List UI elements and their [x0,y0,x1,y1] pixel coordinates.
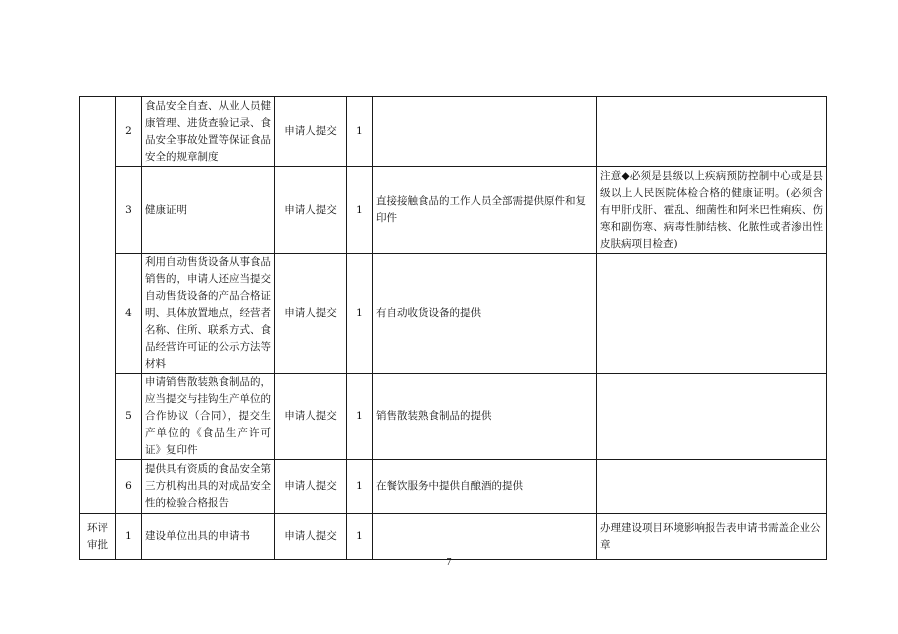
table-row [80,167,827,254]
material-source: 申请人提交 [275,460,347,514]
submission-condition: 有自动收货设备的提供 [373,254,597,374]
materials-table [79,96,827,560]
row-number: 1 [116,514,142,560]
remarks [597,374,827,460]
copies-count: 1 [347,97,373,167]
submission-condition [373,514,597,560]
table-row [80,460,827,514]
material-name: 提供具有资质的食品安全第三方机构出具的对成品安全性的检验合格报告 [142,460,275,514]
material-name: 建设单位出具的申请书 [142,514,275,560]
row-number: 2 [116,97,142,167]
submission-condition: 直接接触食品的工作人员全部需提供原件和复印件 [373,167,597,254]
remarks: 注意◆必须是县级以上疾病预防控制中心或是县级以上人民医院体检合格的健康证明。(必须含有甲肝戊肝、霍乱、细菌性和阿米巴性痢疾、伤寒和副伤寒、病毒性肺结核、化脓性或者渗出性皮肤病项目检查) [597,167,827,254]
category-label: 环评审批 [80,514,116,560]
table-row [80,254,827,374]
row-number: 6 [116,460,142,514]
material-source: 申请人提交 [275,374,347,460]
table-row [80,514,827,560]
row-number: 5 [116,374,142,460]
remarks [597,97,827,167]
copies-count: 1 [347,374,373,460]
submission-condition: 在餐饮服务中提供自酿酒的提供 [373,460,597,514]
category-cell [80,97,116,514]
remarks [597,460,827,514]
remarks [597,254,827,374]
remarks: 办理建设项目环境影响报告表申请书需盖企业公章 [597,514,827,560]
page-number: 7 [446,557,452,568]
material-source: 申请人提交 [275,514,347,560]
table-row [80,374,827,460]
row-number: 3 [116,167,142,254]
material-source: 申请人提交 [275,167,347,254]
submission-condition [373,97,597,167]
copies-count: 1 [347,460,373,514]
material-source: 申请人提交 [275,254,347,374]
copies-count: 1 [347,167,373,254]
submission-condition: 销售散装熟食制品的提供 [373,374,597,460]
material-name: 申请销售散装熟食制品的，应当提交与挂钩生产单位的合作协议（合同），提交生产单位的《食品生产许可证》复印件 [142,374,275,460]
copies-count: 1 [347,514,373,560]
row-number: 4 [116,254,142,374]
copies-count: 1 [347,254,373,374]
table-row [80,97,827,167]
material-source: 申请人提交 [275,97,347,167]
material-name: 健康证明 [142,167,275,254]
material-name: 食品安全自查、从业人员健康管理、进货查验记录、食品安全事故处置等保证食品安全的规章制度 [142,97,275,167]
material-name: 利用自动售货设备从事食品销售的，申请人还应当提交自动售货设备的产品合格证明、具体放置地点，经营者名称、住所、联系方式、食品经营许可证的公示方法等材料 [142,254,275,374]
